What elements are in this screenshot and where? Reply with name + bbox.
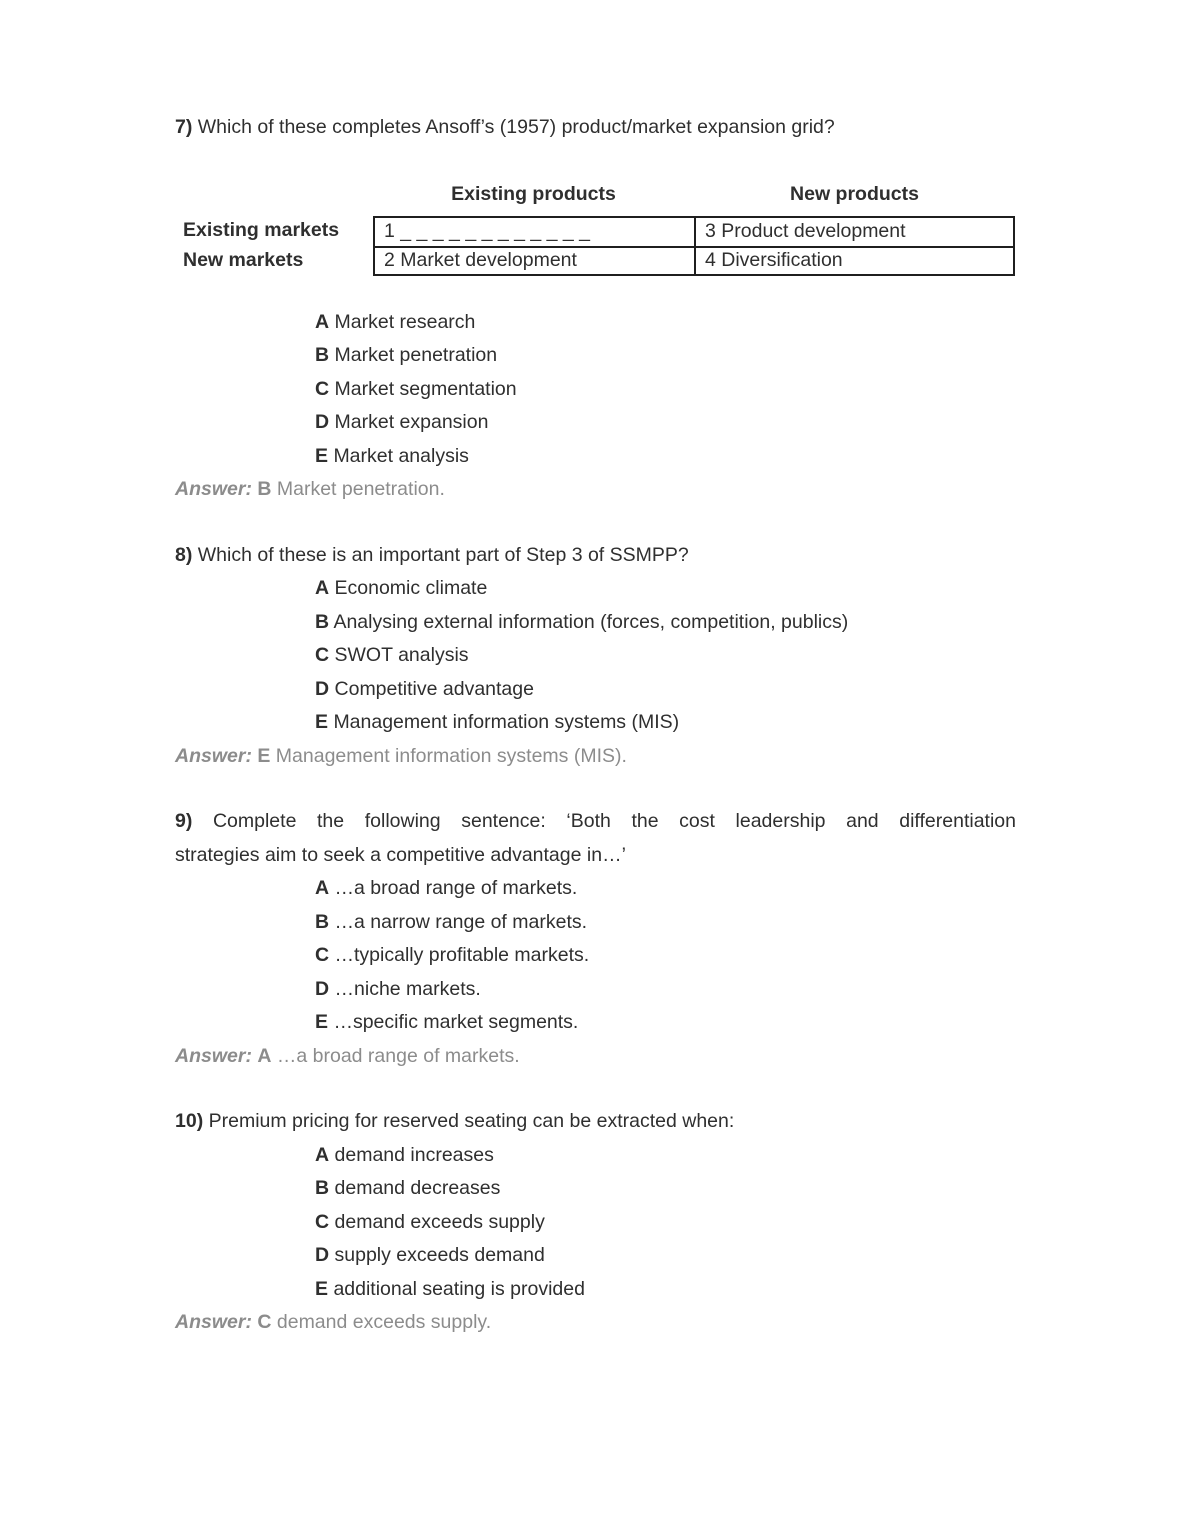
option-a <box>315 572 1016 606</box>
option-text: …typically profitable markets. <box>334 944 590 966</box>
option-text: …specific market segments. <box>333 1011 579 1033</box>
option-letter: E <box>315 444 329 467</box>
table-corner-spacer <box>175 181 373 216</box>
answer-text: demand exceeds supply. <box>276 1311 492 1333</box>
question-text-body: Which of these completes Ansoff’s (1957) product/market expansion grid? <box>197 116 835 138</box>
ansoff-grid-table <box>175 181 1016 276</box>
option-text: demand increases <box>334 1143 494 1166</box>
option-b <box>315 1172 1016 1206</box>
answer-letter: E <box>257 744 271 767</box>
option-e <box>315 706 1016 740</box>
options-list <box>315 572 1016 740</box>
option-e <box>315 440 1016 474</box>
question-number: 10) <box>175 1110 204 1132</box>
options-list <box>315 306 1016 474</box>
question-text-body: Premium pricing for reserved seating can be extracted when: <box>208 1110 735 1132</box>
option-text: Market segmentation <box>334 377 517 400</box>
option-text: Analysing external information (forces, competition, publics) <box>333 610 849 633</box>
answer-label: Answer: <box>175 478 252 500</box>
option-letter: D <box>315 411 330 433</box>
option-letter: D <box>315 977 330 1000</box>
option-text: Market analysis <box>333 444 469 467</box>
option-e <box>315 1006 1016 1040</box>
option-letter: B <box>315 1177 330 1199</box>
options-list <box>315 1139 1016 1307</box>
option-text: Management information systems (MIS) <box>333 711 680 733</box>
question-number: 7) <box>175 116 193 138</box>
option-text: demand decreases <box>334 1177 501 1199</box>
option-letter: A <box>315 577 330 599</box>
answer-line <box>175 1040 1016 1074</box>
option-d <box>315 1239 1016 1273</box>
question-8 <box>175 539 1016 774</box>
answer-text: Market penetration. <box>276 478 445 500</box>
question-text <box>175 539 1016 573</box>
option-d <box>315 406 1016 440</box>
option-c <box>315 373 1016 407</box>
option-letter: B <box>315 344 330 366</box>
option-c <box>315 1206 1016 1240</box>
option-letter: A <box>315 877 330 899</box>
option-a <box>315 1139 1016 1173</box>
table-cell-2-market-development: 2 Market development <box>373 246 694 276</box>
question-number: 9) <box>175 810 193 832</box>
question-10 <box>175 1105 1016 1340</box>
option-text: …a narrow range of markets. <box>334 910 588 933</box>
question-9 <box>175 805 1016 1073</box>
question-text-line1: Complete the following sentence: ‘Both the cost leadership and differentiation <box>212 810 1016 832</box>
table-col-header-existing-products: Existing products <box>451 182 616 205</box>
option-d <box>315 673 1016 707</box>
answer-line <box>175 740 1016 774</box>
answer-letter: A <box>257 1044 272 1067</box>
option-text: Market expansion <box>334 411 489 433</box>
option-b <box>315 906 1016 940</box>
option-text: …niche markets. <box>334 977 481 1000</box>
option-text: supply exceeds demand <box>334 1244 545 1266</box>
option-letter: C <box>315 1210 330 1233</box>
option-letter: B <box>315 610 330 633</box>
question-text-body: Which of these is an important part of Step 3 of SSMPP? <box>197 543 689 566</box>
table-cell-4-diversification: 4 Diversification <box>694 246 1015 276</box>
option-letter: C <box>315 944 330 966</box>
option-text: Market penetration <box>334 344 498 366</box>
option-c <box>315 639 1016 673</box>
option-b <box>315 606 1016 640</box>
option-letter: A <box>315 1143 330 1166</box>
table-col-header-new-products: New products <box>790 182 919 205</box>
question-7 <box>175 111 1016 507</box>
question-number: 8) <box>175 543 193 566</box>
answer-line <box>175 473 1016 507</box>
question-text <box>175 805 1016 839</box>
answer-letter: B <box>257 478 272 500</box>
option-text: SWOT analysis <box>334 644 469 666</box>
option-a <box>315 872 1016 906</box>
option-text: …a broad range of markets. <box>334 877 578 899</box>
option-text: additional seating is provided <box>333 1277 585 1300</box>
answer-text: Management information systems (MIS). <box>275 744 627 767</box>
option-text: Economic climate <box>334 577 488 599</box>
option-text: Competitive advantage <box>334 677 534 700</box>
option-b <box>315 339 1016 373</box>
option-text: Market research <box>334 310 476 333</box>
option-text: demand exceeds supply <box>334 1210 545 1233</box>
options-list <box>315 872 1016 1040</box>
option-letter: E <box>315 1277 329 1300</box>
answer-label: Answer: <box>175 1044 252 1067</box>
option-letter: E <box>315 711 329 733</box>
question-text-line2: strategies aim to seek a competitive advantage in…’ <box>175 843 626 866</box>
table-cell-1-blank: 1 _ _ _ _ _ _ _ _ _ _ _ _ <box>373 216 694 246</box>
question-text <box>175 111 1016 145</box>
answer-letter: C <box>257 1311 272 1333</box>
option-letter: E <box>315 1011 329 1033</box>
answer-text: …a broad range of markets. <box>276 1044 520 1067</box>
option-a <box>315 306 1016 340</box>
option-letter: D <box>315 677 330 700</box>
option-c <box>315 939 1016 973</box>
answer-label: Answer: <box>175 1311 252 1333</box>
ansoff-grid <box>175 181 1016 276</box>
table-cell-3-product-development: 3 Product development <box>694 216 1015 246</box>
table-row-header-existing-markets: Existing markets <box>183 219 340 241</box>
table-row-header-new-markets: New markets <box>183 249 304 271</box>
option-letter: C <box>315 644 330 666</box>
option-letter: B <box>315 910 330 933</box>
option-d <box>315 973 1016 1007</box>
option-letter: D <box>315 1244 330 1266</box>
option-letter: C <box>315 377 330 400</box>
question-text <box>175 1105 1016 1139</box>
answer-label: Answer: <box>175 744 252 767</box>
option-letter: A <box>315 310 330 333</box>
option-e <box>315 1273 1016 1307</box>
answer-line <box>175 1306 1016 1340</box>
